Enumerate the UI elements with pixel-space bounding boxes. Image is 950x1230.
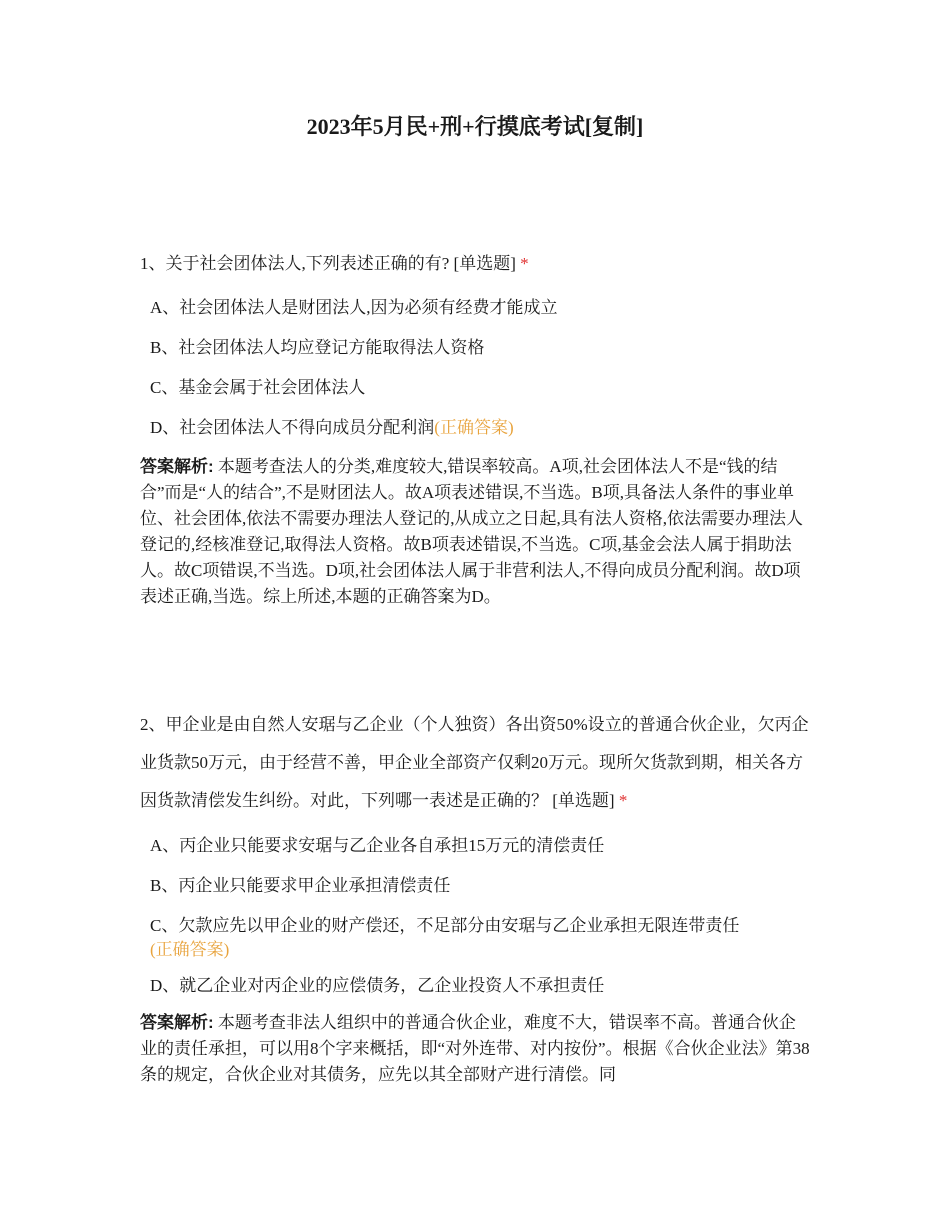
explanation-text: 本题考查法人的分类,难度较大,错误率较高。A项,社会团体法人不是“钱的结合”而是“人的结合”,不是财团法人。故A项表述错误,不当选。B项,具备法人条件的事业单位、社会团体,依法不需要办理法人登记的,从成立之日起,具有法人资格,依法需要办理法人登记的,经核准登记,取得法人资格。故B项表述错误,不当选。C项,基金会法人属于捐助法人。故C项错误,不当选。D项,社会团体法人属于非营利法人,不得向成员分配利润。故D项表述正确,当选。综上所述,本题的正确答案为D。 [140,457,803,606]
option-c[interactable] [140,376,812,400]
correct-answer-tag: (正确答案) [434,418,514,437]
explanation-label: 答案解析: [140,1013,214,1032]
option-b[interactable] [140,336,812,360]
option-text: A、丙企业只能要求安琚与乙企业各自承担15万元的清偿责任 [150,836,605,855]
page-title: 2023年5月民+刑+行摸底考试[复制] [306,114,644,139]
answer-explanation [140,1010,812,1088]
option-b[interactable] [140,874,812,898]
question-stem-text: 1、关于社会团体法人,下列表述正确的有? [单选题] [140,254,521,273]
question-1 [140,250,812,610]
question-2 [140,706,812,1088]
option-text: D、社会团体法人不得向成员分配利润 [150,418,435,437]
option-a[interactable] [140,834,812,858]
option-c[interactable] [140,914,812,962]
explanation-text: 本题考查非法人组织中的普通合伙企业，难度不大，错误率不高。普通合伙企业的责任承担，可以用8个字来概括，即“对外连带、对内按份”。根据《合伙企业法》第38条的规定，合伙企业对其债务，应先以其全部财产进行清偿。同 [140,1013,810,1084]
explanation-label: 答案解析: [140,457,214,476]
required-star: * [520,254,529,273]
option-text: D、就乙企业对丙企业的应偿债务，乙企业投资人不承担责任 [150,976,605,995]
option-list [140,296,812,440]
option-list [140,834,812,998]
option-text: C、基金会属于社会团体法人 [150,378,366,397]
correct-answer-tag: (正确答案) [150,940,230,959]
question-stem [140,706,812,820]
option-text: A、社会团体法人是财团法人,因为必须有经费才能成立 [150,298,558,317]
option-d[interactable] [140,974,812,998]
question-stem-text: 2、甲企业是由自然人安琚与乙企业（个人独资）各出资50%设立的普通合伙企业，欠丙企业货款50万元，由于经营不善，甲企业全部资产仅剩20万元。现所欠货款到期，相关各方因货款清偿发生纠纷。对此，下列哪一表述是正确的？ [单选题] [140,715,809,810]
required-star: * [618,791,628,810]
option-d[interactable] [140,416,812,440]
option-text: B、丙企业只能要求甲企业承担清偿责任 [150,876,451,895]
answer-explanation [140,454,812,610]
option-text: C、欠款应先以甲企业的财产偿还，不足部分由安琚与乙企业承担无限连带责任 [150,916,740,935]
option-a[interactable] [140,296,812,320]
question-stem [140,250,812,278]
option-text: B、社会团体法人均应登记方能取得法人资格 [150,338,485,357]
